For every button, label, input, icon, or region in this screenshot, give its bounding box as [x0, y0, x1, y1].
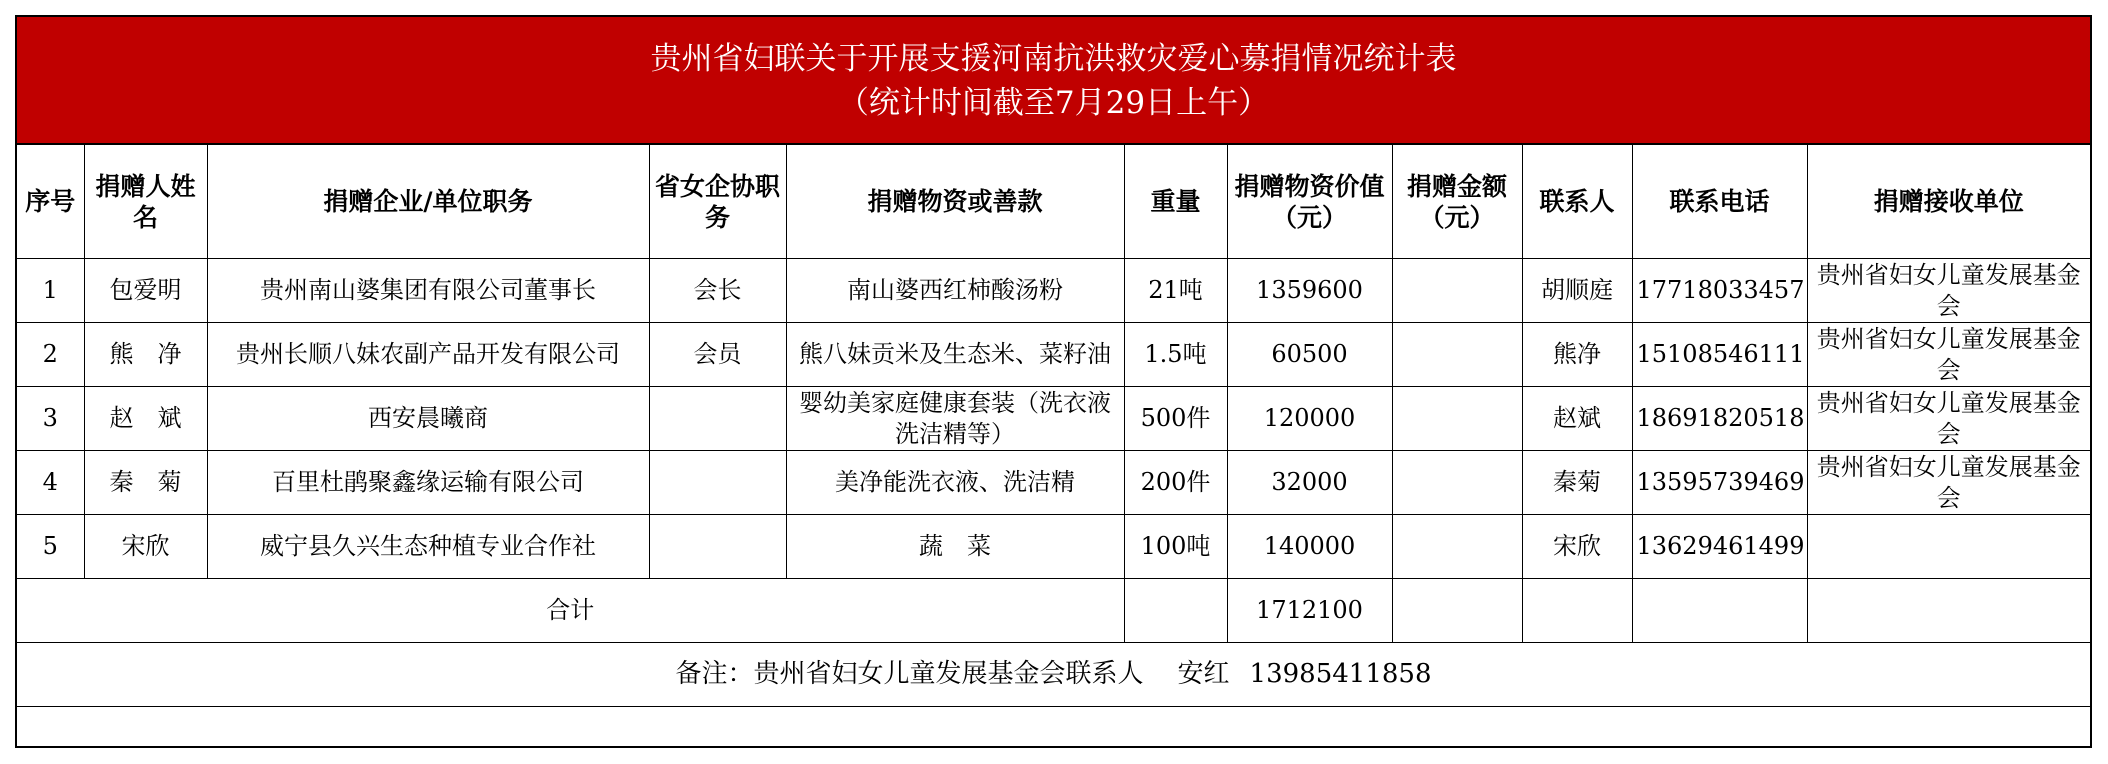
cell-donor-name: 秦 菊: [84, 451, 207, 515]
header-weight: 重量: [1124, 145, 1227, 259]
header-row: [17, 145, 2090, 259]
cell-goods: 美净能洗衣液、洗洁精: [786, 451, 1124, 515]
cell-phone: 18691820518: [1632, 387, 1807, 451]
table-row: [17, 451, 2090, 515]
total-weight: [1124, 579, 1227, 643]
header-assoc-position: 省女企协职务: [649, 145, 786, 259]
cell-assoc-position: 会员: [649, 323, 786, 387]
cell-weight: 21吨: [1124, 259, 1227, 323]
note-phone: 13985411858: [1249, 659, 1432, 689]
cell-contact: 赵斌: [1522, 387, 1632, 451]
header-goods-value: 捐赠物资价值（元）: [1227, 145, 1392, 259]
cell-contact: 熊净: [1522, 323, 1632, 387]
cell-goods: 熊八妹贡米及生态米、菜籽油: [786, 323, 1124, 387]
header-goods: 捐赠物资或善款: [786, 145, 1124, 259]
cell-weight: 1.5吨: [1124, 323, 1227, 387]
cell-weight: 200件: [1124, 451, 1227, 515]
cell-assoc-position: [649, 515, 786, 579]
cell-contact: 宋欣: [1522, 515, 1632, 579]
cell-company-position: 威宁县久兴生态种植专业合作社: [207, 515, 649, 579]
note-row: [17, 643, 2090, 707]
header-phone: 联系电话: [1632, 145, 1807, 259]
cell-goods-value: 32000: [1227, 451, 1392, 515]
header-cash-amount: 捐赠金额（元）: [1392, 145, 1522, 259]
cell-phone: 13629461499: [1632, 515, 1807, 579]
cell-goods-value: 140000: [1227, 515, 1392, 579]
cell-cash-amount: [1392, 515, 1522, 579]
cell-seq: 3: [17, 387, 84, 451]
cell-donor-name: 包爱明: [84, 259, 207, 323]
header-seq: 序号: [17, 145, 84, 259]
cell-company-position: 百里杜鹃聚鑫缘运输有限公司: [207, 451, 649, 515]
total-recipient: [1807, 579, 2090, 643]
table-row: [17, 387, 2090, 451]
cell-goods-value: 60500: [1227, 323, 1392, 387]
cell-phone: 15108546111: [1632, 323, 1807, 387]
cell-assoc-position: [649, 387, 786, 451]
header-recipient: 捐赠接收单位: [1807, 145, 2090, 259]
cell-recipient: 贵州省妇女儿童发展基金会: [1807, 387, 2090, 451]
cell-assoc-position: [649, 451, 786, 515]
cell-recipient: 贵州省妇女儿童发展基金会: [1807, 259, 2090, 323]
header-contact: 联系人: [1522, 145, 1632, 259]
cell-recipient: 贵州省妇女儿童发展基金会: [1807, 323, 2090, 387]
total-row: [17, 579, 2090, 643]
cell-donor-name: 赵 斌: [84, 387, 207, 451]
cell-goods: 南山婆西红柿酸汤粉: [786, 259, 1124, 323]
header-company-position: 捐赠企业/单位职务: [207, 145, 649, 259]
note-text: 备注：贵州省妇女儿童发展基金会联系人: [675, 659, 1144, 689]
cell-goods-value: 1359600: [1227, 259, 1392, 323]
total-contact: [1522, 579, 1632, 643]
cell-recipient: 贵州省妇女儿童发展基金会: [1807, 451, 2090, 515]
table-row: [17, 259, 2090, 323]
header-donor-name: 捐赠人姓名: [84, 145, 207, 259]
cell-cash-amount: [1392, 323, 1522, 387]
cell-weight: 100吨: [1124, 515, 1227, 579]
cell-phone: 13595739469: [1632, 451, 1807, 515]
table-subtitle: （统计时间截至7月29日上午）: [837, 85, 1270, 121]
total-cash-amount: [1392, 579, 1522, 643]
cell-seq: 5: [17, 515, 84, 579]
table-row: [17, 515, 2090, 579]
donation-table: [17, 145, 2090, 707]
cell-company-position: 贵州长顺八妹农副产品开发有限公司: [207, 323, 649, 387]
cell-seq: 2: [17, 323, 84, 387]
cell-assoc-position: 会长: [649, 259, 786, 323]
cell-cash-amount: [1392, 259, 1522, 323]
note-cell: [17, 643, 2090, 707]
table-title: 贵州省妇联关于开展支援河南抗洪救灾爱心募捐情况统计表: [650, 41, 1457, 77]
table-row: [17, 323, 2090, 387]
cell-goods-value: 120000: [1227, 387, 1392, 451]
cell-cash-amount: [1392, 451, 1522, 515]
cell-seq: 1: [17, 259, 84, 323]
total-goods-value: 1712100: [1227, 579, 1392, 643]
cell-goods: 蔬 菜: [786, 515, 1124, 579]
cell-recipient: [1807, 515, 2090, 579]
donation-sheet: [15, 15, 2092, 748]
total-label: 合计: [17, 579, 1124, 643]
cell-cash-amount: [1392, 387, 1522, 451]
cell-contact: 秦菊: [1522, 451, 1632, 515]
cell-donor-name: 熊 净: [84, 323, 207, 387]
cell-company-position: 西安晨曦商: [207, 387, 649, 451]
cell-weight: 500件: [1124, 387, 1227, 451]
cell-contact: 胡顺庭: [1522, 259, 1632, 323]
cell-donor-name: 宋欣: [84, 515, 207, 579]
cell-phone: 17718033457: [1632, 259, 1807, 323]
cell-seq: 4: [17, 451, 84, 515]
cell-company-position: 贵州南山婆集团有限公司董事长: [207, 259, 649, 323]
title-band: [17, 17, 2090, 145]
cell-goods: 婴幼美家庭健康套装（洗衣液洗洁精等）: [786, 387, 1124, 451]
note-contact: 安红: [1177, 659, 1230, 689]
total-phone: [1632, 579, 1807, 643]
